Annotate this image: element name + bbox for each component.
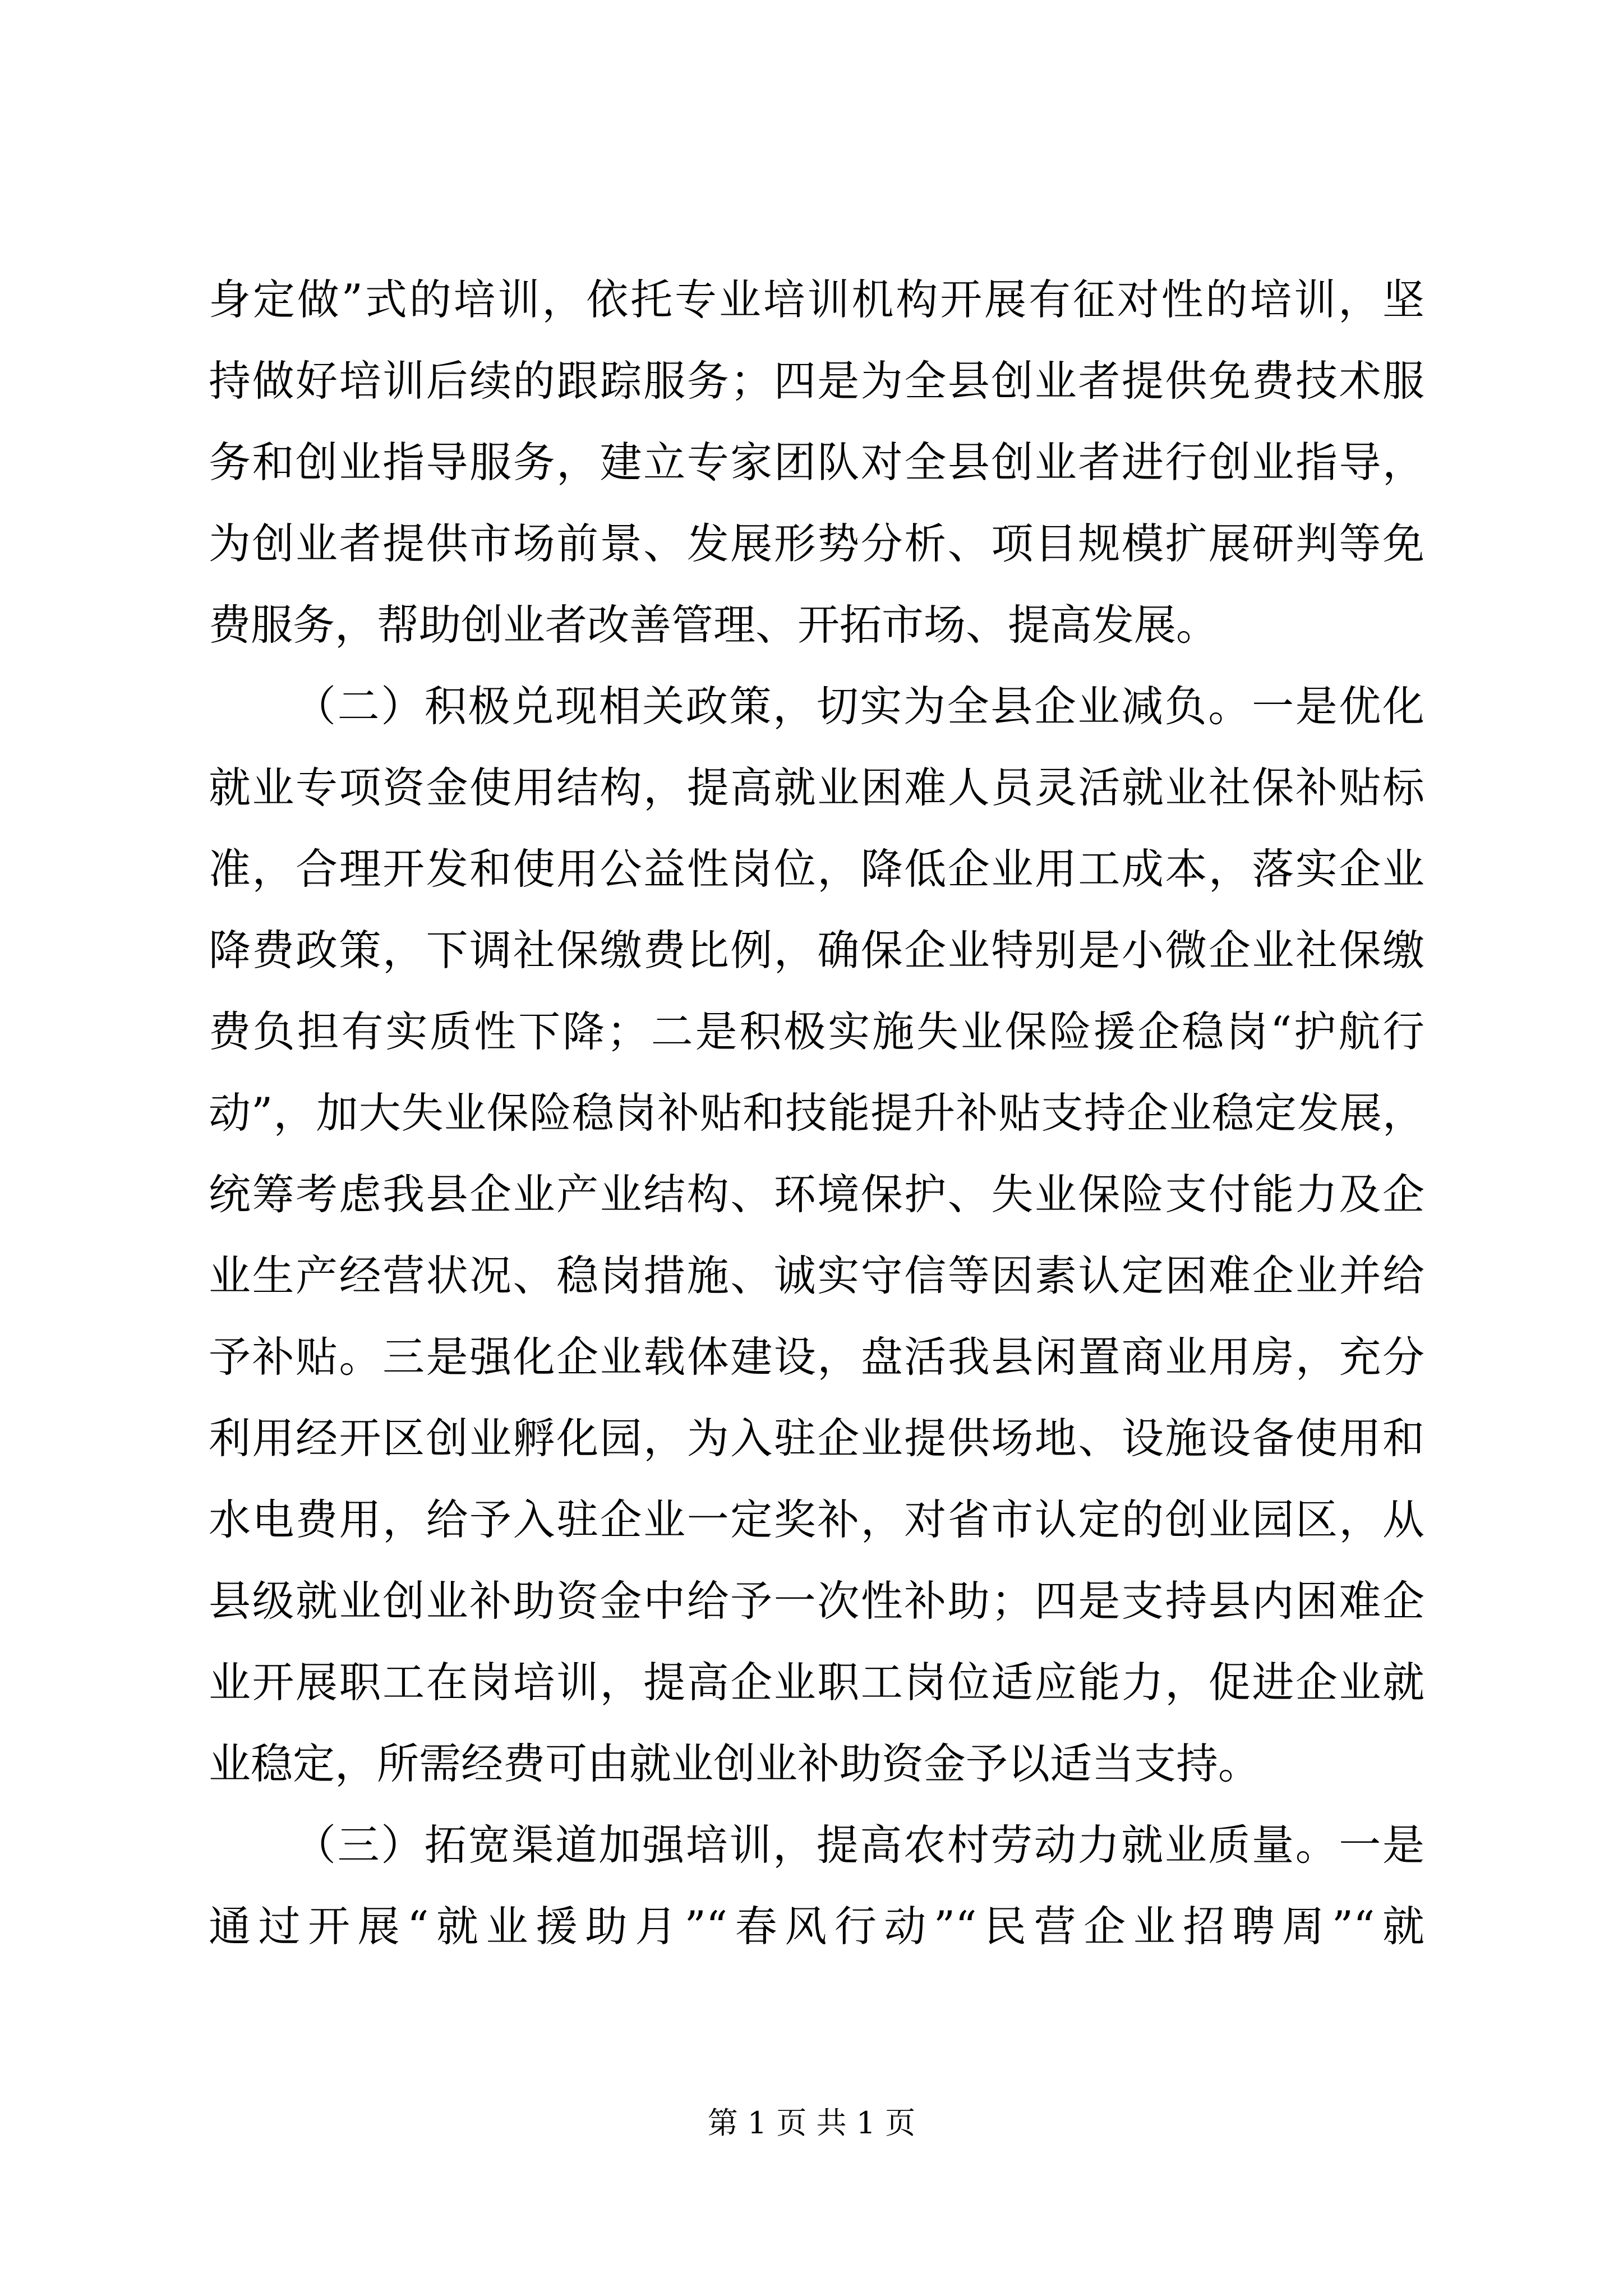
text-line: 业生产经营状况、稳岗措施、诚实守信等因素认定困难企业并给	[209, 1251, 1424, 1300]
text-line: 身定做”式的培训，依托专业培训机构开展有征对性的培训，坚	[209, 275, 1424, 324]
text-line: （三）拓宽渠道加强培训，提高农村劳动力就业质量。一是	[294, 1820, 1424, 1870]
text-line: 业开展职工在岗培训，提高企业职工岗位适应能力，促进企业就	[209, 1658, 1424, 1707]
text-line: 水电费用，给予入驻企业一定奖补，对省市认定的创业园区，从	[209, 1495, 1424, 1544]
text-line: 为创业者提供市场前景、发展形势分析、项目规模扩展研判等免	[209, 519, 1424, 568]
text-line: 县级就业创业补助资金中给予一次性补助；四是支持县内困难企	[209, 1576, 1424, 1626]
text-line: 降费政策，下调社保缴费比例，确保企业特别是小微企业社保缴	[209, 926, 1424, 975]
text-line: 予补贴。三是强化企业载体建设，盘活我县闲置商业用房，充分	[209, 1332, 1424, 1382]
text-line: 费负担有实质性下降；二是积极实施失业保险援企稳岗“护航行	[209, 1007, 1424, 1056]
text-line: 动”，加大失业保险稳岗补贴和技能提升补贴支持企业稳定发展，	[209, 1088, 1424, 1138]
text-line: 持做好培训后续的跟踪服务；四是为全县创业者提供免费技术服	[209, 356, 1424, 406]
paragraph	[209, 259, 1424, 666]
body-text	[209, 259, 1424, 1967]
text-line: 统筹考虑我县企业产业结构、环境保护、失业保险支付能力及企	[209, 1170, 1424, 1219]
text-line: 就业专项资金使用结构，提高就业困难人员灵活就业社保补贴标	[209, 763, 1424, 812]
text-line: 业稳定，所需经费可由就业创业补助资金予以适当支持。	[209, 1739, 1261, 1788]
paragraph	[209, 666, 1424, 1805]
text-line: （二）积极兑现相关政策，切实为全县企业减负。一是优化	[294, 682, 1424, 731]
text-line: 通过开展“就业援助月”“春风行动”“民营企业招聘周”“就	[209, 1902, 1424, 1951]
text-line: 费服务，帮助创业者改善管理、开拓市场、提高发展。	[209, 600, 1219, 650]
paragraph	[209, 1805, 1424, 1967]
text-line: 利用经开区创业孵化园，为入驻企业提供场地、设施设备使用和	[209, 1414, 1424, 1463]
page-footer: 第 1 页 共 1 页	[707, 2105, 916, 2141]
text-line: 务和创业指导服务，建立专家团队对全县创业者进行创业指导，	[209, 438, 1424, 487]
text-line: 准，合理开发和使用公益性岗位，降低企业用工成本，落实企业	[209, 844, 1424, 894]
